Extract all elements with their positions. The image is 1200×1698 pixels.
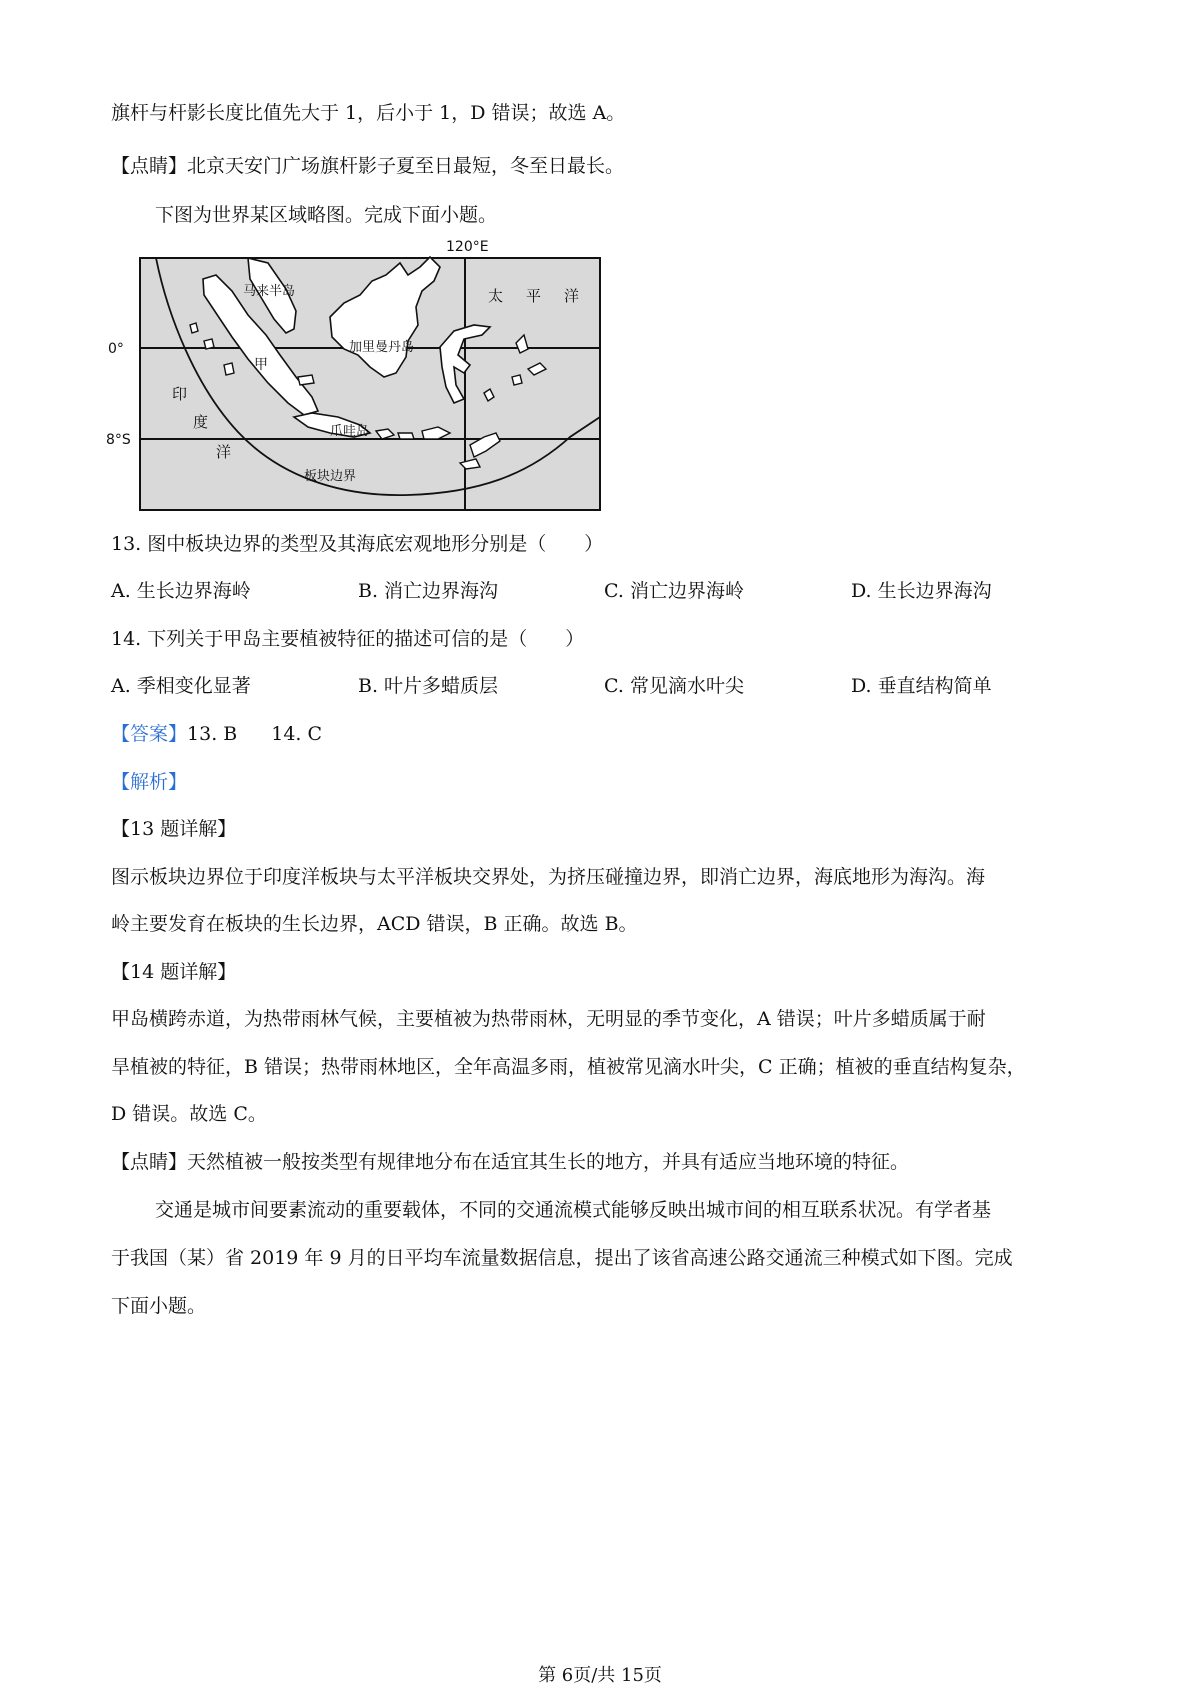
tip-text: 天然植被一般按类型有规律地分布在适宜其生长的地方，并具有适应当地环境的特征。 [187, 1151, 910, 1173]
lon-label: 120°E [446, 239, 489, 255]
island-shape [298, 375, 314, 385]
q13-option-d: D. 生长边界海沟 [851, 580, 992, 602]
intro-2-line: 下面小题。 [111, 1295, 207, 1317]
indian-label-3: 洋 [216, 443, 232, 461]
plate-boundary-label: 板块边界 [304, 469, 357, 484]
q14-option-c: C. 常见滴水叶尖 [604, 675, 744, 697]
tip-paragraph-2 [111, 1150, 1101, 1174]
intro-text: 下图为世界某区域略图。完成下面小题。 [155, 204, 498, 226]
text-line: 旗杆与杆影长度比值先大于 1，后小于 1，D 错误；故选 A。 [111, 102, 626, 124]
tip-tag: 【点睛】 [111, 155, 188, 177]
q14-option-b: B. 叶片多蜡质层 [358, 675, 499, 697]
java-label: 爪哇岛 [330, 424, 370, 439]
q14-option-d: D. 垂直结构简单 [851, 675, 992, 697]
q13-option-c: C. 消亡边界海岭 [604, 580, 744, 602]
region-map [108, 237, 610, 513]
lat-label-8s: 8°S [106, 432, 131, 448]
question-13-stem: 13. 图中板块边界的类型及其海底宏观地形分别是（ ） [111, 533, 604, 555]
q14-option-a: A. 季相变化显著 [111, 675, 251, 697]
malay-label: 马来半岛 [243, 284, 296, 299]
indian-label-1: 印 [172, 385, 188, 403]
answer-13: 13. B [187, 723, 238, 745]
detail-13-line: 图示板块边界位于印度洋板块与太平洋板块交界处，为挤压碰撞边界，即消亡边界，海底地形为海沟。海 [111, 866, 986, 888]
detail-14-line: D 错误。故选 C。 [111, 1103, 267, 1125]
island-shape [204, 339, 214, 349]
pacific-label-2: 平 [526, 287, 542, 305]
island-shape [224, 363, 234, 375]
detail-13-line: 岭主要发育在板块的生长边界，ACD 错误，B 正确。故选 B。 [111, 913, 638, 935]
detail-14-line: 甲岛横跨赤道，为热带雨林气候，主要植被为热带雨林，无明显的季节变化，A 错误；叶片多蜡质属于耐 [111, 1008, 986, 1030]
analysis-tag: 【解析】 [111, 771, 188, 793]
tip-tag: 【点睛】 [111, 1151, 188, 1173]
jia-label: 甲 [254, 357, 268, 373]
kalimantan-label: 加里曼丹岛 [349, 340, 415, 355]
detail-14-title: 【14 题详解】 [111, 961, 237, 983]
indian-label-2: 度 [193, 413, 209, 431]
question-14-stem: 14. 下列关于甲岛主要植被特征的描述可信的是（ ） [111, 628, 585, 650]
island-shape [190, 323, 198, 333]
detail-14-line: 旱植被的特征，B 错误；热带雨林地区，全年高温多雨，植被常见滴水叶尖，C 正确；植被的垂直结构复杂， [111, 1056, 1026, 1078]
pacific-label-1: 太 [488, 287, 504, 305]
island-shape [512, 375, 522, 385]
detail-13-title: 【13 题详解】 [111, 818, 237, 840]
answer-14: 14. C [271, 723, 323, 745]
q13-option-b: B. 消亡边界海沟 [358, 580, 499, 602]
answer-tag: 【答案】 [111, 723, 188, 745]
page-footer: 第 6页/共 15页 [538, 1665, 662, 1686]
intro-2-line: 于我国（某）省 2019 年 9 月的日平均车流量数据信息，提出了该省高速公路交通流三种模式如下图。完成 [111, 1247, 1013, 1269]
island-shape [398, 433, 414, 439]
answer-line [111, 722, 1101, 746]
pacific-label-3: 洋 [564, 287, 580, 305]
q13-option-a: A. 生长边界海岭 [111, 580, 251, 602]
lat-label-0: 0° [108, 341, 124, 357]
tip-paragraph [111, 154, 1101, 178]
tip-text: 北京天安门广场旗杆影子夏至日最短，冬至日最长。 [187, 155, 625, 177]
intro-2-line: 交通是城市间要素流动的重要载体，不同的交通流模式能够反映出城市间的相互联系状况。有学者基 [155, 1199, 992, 1221]
